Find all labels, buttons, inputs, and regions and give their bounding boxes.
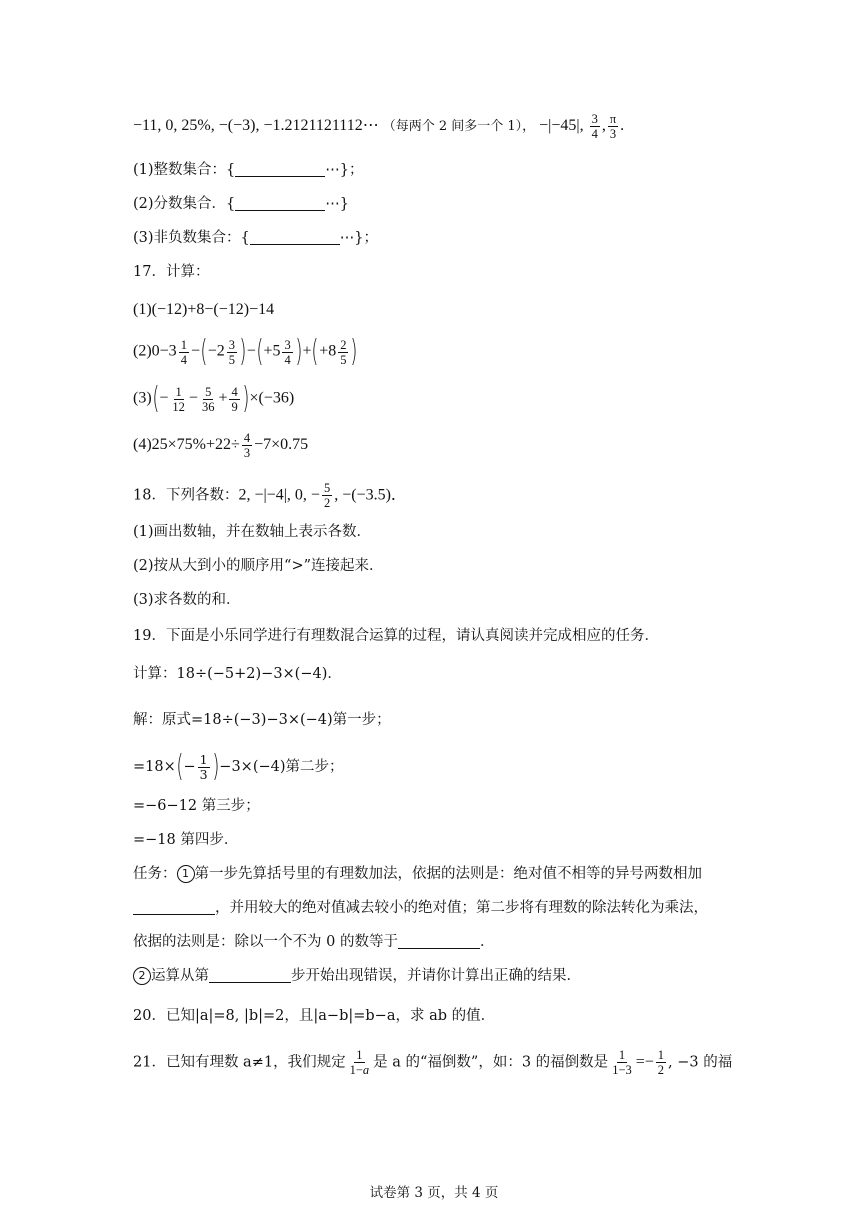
- q17-part4: (4)25×75%+22÷ $\frac{4}{3}$ −7×0.75: [133, 431, 309, 460]
- q19-step2: =18×(− $\frac{1}{3}$ )−3×(−4)第二步；: [133, 749, 344, 784]
- q18-sub3: (3)求各数的和．: [133, 592, 241, 608]
- answer-blank[interactable]: [133, 900, 215, 915]
- q16-item3-label: (3)非负数集合：{: [133, 230, 250, 246]
- q21-pre: 21．已知有理数 a≠1，我们规定: [133, 1054, 346, 1071]
- answer-blank[interactable]: [398, 934, 480, 949]
- q17-part1: (1)(−12)+8−(−12)−14: [133, 301, 275, 318]
- q21-line: 21．已知有理数 a≠1，我们规定 $\frac{1}{1-a}$ 是 a 的“福倒数”，如：3 的福倒数是 $\frac{1}{1-3}$ =− $\frac{1}{2}$ , −3 的福: [133, 1048, 733, 1077]
- q17-title: 17．计算：: [133, 264, 210, 280]
- circled-one-icon: 1: [177, 865, 195, 883]
- q19-task-label: 任务：: [133, 866, 177, 882]
- q19-step4: =−18 第四步．: [133, 832, 239, 848]
- q21-eq: =−: [635, 1053, 654, 1071]
- q19-step3: =−6−12 第三步；: [133, 798, 260, 814]
- q18-sub1: (1)画出数轴，并在数轴上表示各数．: [133, 524, 372, 540]
- q18-title: 18．下列各数：: [133, 487, 239, 504]
- q19-title: 19．下面是小乐同学进行有理数混合运算的过程，请认真阅读并完成相应的任务．: [133, 628, 659, 644]
- q21-tail: , −3 的福: [668, 1054, 733, 1071]
- q19-task1-text: 第一步先算括号里的有理数加法，依据的法则是：绝对值不相等的异号两数相加: [194, 866, 702, 882]
- q19-step2-pre: =18×: [133, 759, 176, 775]
- q19-task1-line: [133, 864, 702, 884]
- answer-blank[interactable]: [250, 230, 340, 245]
- q16-close1: ⋯}；: [325, 162, 364, 178]
- q17-part4-pre: (4)25×75%+22÷: [133, 436, 240, 454]
- q20-text: 20．已知|a|=8, |b|=2，且|a−b|=b−a，求 ab 的值．: [133, 1008, 496, 1024]
- q16-pi-fraction: $\frac{\pi}{3}$: [609, 112, 617, 141]
- page-footer: 试卷第 3 页，共 4 页: [369, 1185, 499, 1201]
- q21-mid: 是 a 的“福倒数”，如：3 的福倒数是: [373, 1054, 609, 1071]
- q16-close3: ⋯}；: [339, 230, 378, 246]
- q16-item-nonnegative: [133, 228, 378, 248]
- q17-part3: (3)(− $\frac{1}{12}$ − $\frac{5}{36}$ + $\frac{4}{9}$ )×(−36): [133, 381, 295, 416]
- q16-item2-label: (2)分数集合．{: [133, 196, 236, 212]
- q19-task1-line3: 依据的法则是：除以一个不为 0 的数等于 ．: [133, 934, 495, 950]
- q16-fraction: $\frac{3}{4}$: [591, 112, 598, 141]
- q18-title-line: 18．下列各数：2, −|−4|, 0, − $\frac{5}{2}$ , −(−3.5)．: [133, 481, 407, 510]
- q16-item1-label: (1)整数集合：{: [133, 162, 236, 178]
- q19-task1-text2: ，并用较大的绝对值减去较小的绝对值；第二步将有理数的除法转化为乘法，: [215, 900, 708, 916]
- answer-blank[interactable]: [235, 162, 325, 177]
- q19-task2-line: [133, 966, 581, 986]
- q19-step1: 解：原式=18÷(−3)−3×(−4)第一步；: [133, 712, 391, 728]
- q16-numbers: −11, 0, 25%, −(−3), −1.2121121112⋯: [133, 117, 379, 135]
- q16-item-fractions: [133, 194, 349, 214]
- q19-step2-post: −3×(−4)第二步；: [219, 759, 344, 775]
- q19-task1-line2: [133, 898, 708, 918]
- q18-numbers-tail: , −(−3.5)．: [334, 486, 407, 504]
- q16-note: （每两个 2 间多一个 1），: [382, 119, 536, 135]
- q19-task1-text3: 依据的法则是：除以一个不为 0 的数等于: [133, 934, 398, 950]
- q18-numbers: 2, −|−4|, 0, −: [238, 486, 320, 504]
- circled-two-icon: 2: [133, 967, 151, 985]
- q19-calc: 计算：18÷(−5+2)−3×(−4)．: [133, 666, 342, 682]
- answer-blank[interactable]: [235, 196, 325, 211]
- q16-number-list: −11, 0, 25%, −(−3), −1.2121121112⋯ （每两个 2 间多一个 1）， −|−45|, $\frac{3}{4}$ , $\frac{\pi}{3}$ .: [133, 112, 625, 141]
- q16-close2: ⋯}: [325, 196, 349, 212]
- q19-task2-text2: 步开始出现错误，并请你计算出正确的结果．: [291, 968, 581, 984]
- q19-task2-text: 运算从第: [151, 968, 209, 984]
- q16-item-integers: [133, 160, 364, 180]
- q18-sub2: (2)按从大到小的顺序用“>”连接起来．: [133, 558, 384, 574]
- answer-blank[interactable]: [209, 968, 291, 983]
- q17-part2: (2)0−3 $\frac{1}{4}$ −(−2 $\frac{3}{5}$ )−(+5 $\frac{3}{4}$ )+(+8 $\frac{2}{5}$ ): [133, 334, 358, 369]
- q17-part4-tail: −7×0.75: [254, 436, 309, 454]
- q16-abs: −|−45|,: [539, 117, 584, 135]
